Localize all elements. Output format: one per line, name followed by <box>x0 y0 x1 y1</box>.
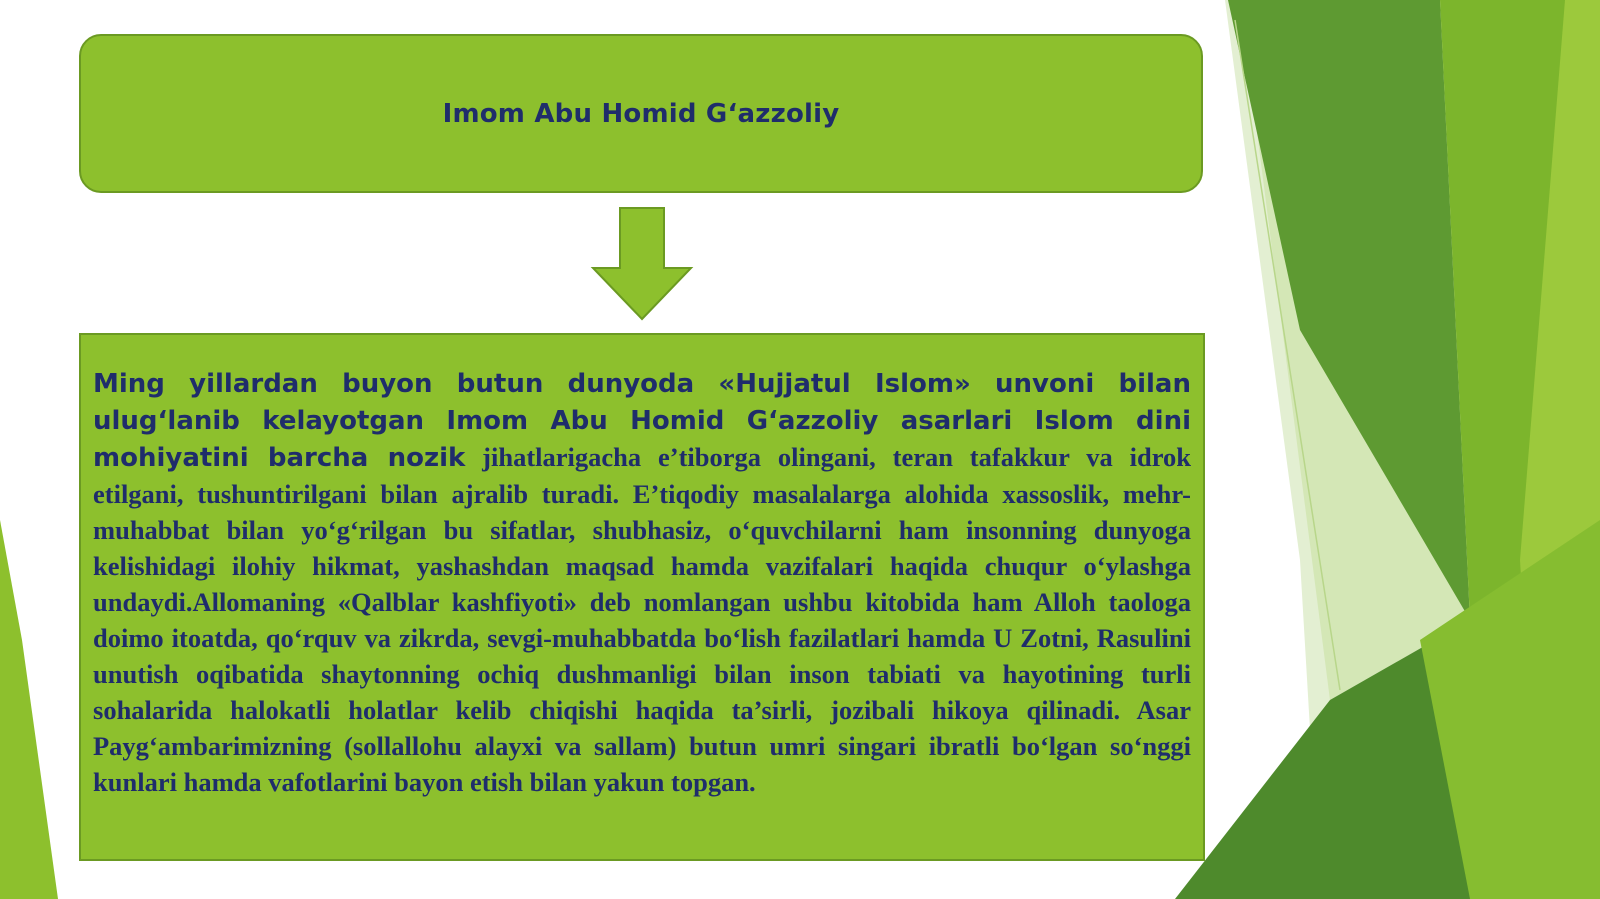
title-box <box>79 34 1203 193</box>
body-lead-text: Ming yillardan buyon butun dunyoda «Hujjatul Islom» unvoni bilan ulug‘lanib kelayotgan Imom Abu Homid G‘azzoliy asarlari Islom dini mohiyatini barcha nozik <box>93 369 1191 473</box>
left-green-sliver <box>0 520 58 899</box>
body-rest-text: jihatlarigacha e’tiborga olingani, teran tafakkur va idrok etilgani, tushuntirilgani bilan ajralib turadi. E’tiqodiy masalalarga alohida xassoslik, mehr-muhabbat bilan yo‘g‘rilgan bu sifatlar, shubhasiz, o‘quvchilarni ham insonning dunyoga kelishidagi ilohiy hikmat, yashashdan maqsad hamda vazifalari haqida chuqur o‘ylashga undaydi.Allomaning «Qalblar kashfiyoti» deb nomlangan ushbu kitobida ham Alloh taologa doimo itoatda, qo‘rquv va zikrda, sevgi-muhabbatda bo‘lish fazilatlari hamda U Zotni, Rasulini unutish oqibatida shaytonning ochiq dushmanligi bilan inson tabiati va hayotining turli sohalarida halokatli holatlar kelib chiqishi haqida ta’sirli, jozibali hikoya qilinadi. Asar Payg‘ambarimizning (sollallohu alayxi va sallam) butun umri singari ibratli bo‘lgan so‘nggi kunlari hamda vafotlarini bayon etish bilan yakun topgan. <box>93 442 1192 797</box>
body-paragraph <box>93 365 1191 800</box>
slide-title: Imom Abu Homid G‘azzoliy <box>442 98 840 129</box>
down-arrow-icon <box>590 206 694 322</box>
body-text-box <box>79 333 1205 861</box>
